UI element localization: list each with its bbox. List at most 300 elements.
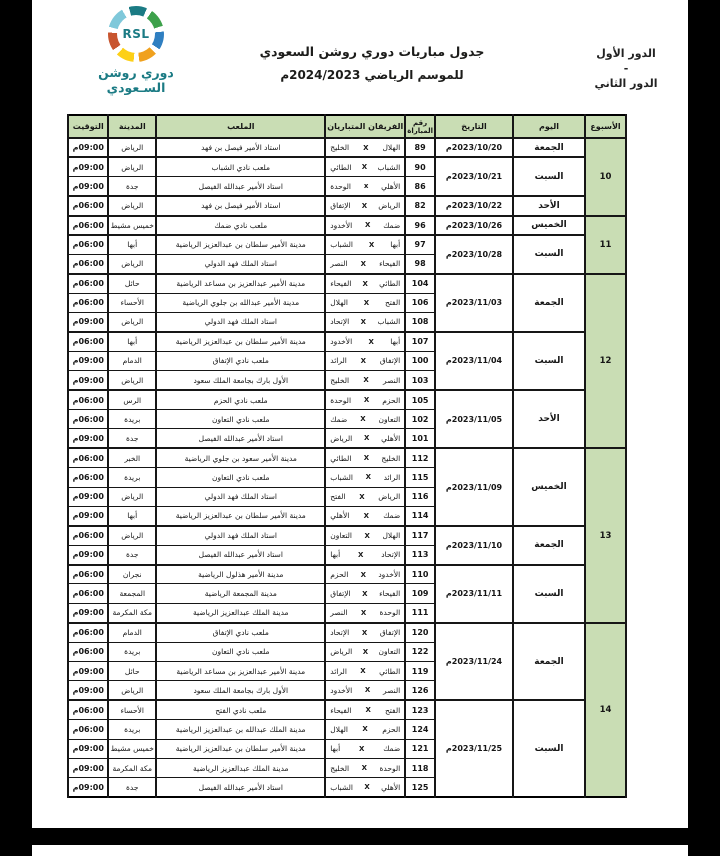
stadium-cell: مدينة الأمير سعود بن جلوي الرياضية xyxy=(156,448,325,467)
time-cell: 06:00م xyxy=(68,332,108,351)
date-cell: 2023/10/20م xyxy=(435,138,513,157)
match-number-cell: 117 xyxy=(405,526,435,545)
vs-mark: X xyxy=(361,201,368,210)
away-team: الهلال xyxy=(330,298,349,308)
home-team: الهلال xyxy=(382,143,401,153)
day-cell: الجمعة xyxy=(513,138,585,157)
match-number-cell: 98 xyxy=(405,254,435,273)
day-cell: السبت xyxy=(513,157,585,196)
time-cell: 09:00م xyxy=(68,429,108,448)
teams-cell xyxy=(325,157,405,176)
away-team: الأخدود xyxy=(330,685,353,695)
stadium-cell: مدينة الملك عبدالعزيز الرياضية xyxy=(156,603,325,622)
home-team: الحزم xyxy=(382,724,401,734)
stadium-cell: مدينة الملك عبدالعزيز الرياضية xyxy=(156,759,325,778)
away-team: أبها xyxy=(330,744,341,754)
teams-cell xyxy=(325,274,405,293)
stadium-cell: ملعب نادي ضمك xyxy=(156,216,325,235)
stadium-cell: مدينة الأمير سلطان بن عبدالعزيز الرياضية xyxy=(156,235,325,254)
match-number-cell: 104 xyxy=(405,274,435,293)
document-page xyxy=(32,0,688,828)
teams-cell xyxy=(325,506,405,525)
city-cell: الرياض xyxy=(108,138,156,157)
away-team: الشباب xyxy=(330,782,353,792)
city-cell: الدمام xyxy=(108,351,156,370)
day-cell: الجمعة xyxy=(513,623,585,701)
away-team: الأخدود xyxy=(330,337,353,347)
teams-cell xyxy=(325,468,405,487)
day-cell: الأحد xyxy=(513,196,585,215)
city-cell: الرياض xyxy=(108,196,156,215)
time-cell: 06:00م xyxy=(68,720,108,739)
home-team: ضمك xyxy=(383,744,401,754)
vs-mark: X xyxy=(368,337,374,346)
stadium-cell: مدينة الأمير عبدالعزيز بن مساعد الرياضية xyxy=(156,662,325,681)
date-cell: 2023/10/21م xyxy=(435,157,513,196)
day-cell: الأحد xyxy=(513,390,585,448)
time-cell: 06:00م xyxy=(68,584,108,603)
stadium-cell: ملعب نادي التعاون xyxy=(156,642,325,661)
date-cell: 2023/11/04م xyxy=(435,332,513,390)
city-cell: مكة المكرمة xyxy=(108,603,156,622)
away-team: الرائد xyxy=(330,356,347,366)
vs-mark: X xyxy=(360,356,367,365)
stadium-cell: الأول بارك بجامعة الملك سعود xyxy=(156,681,325,700)
teams-cell xyxy=(325,526,405,545)
teams-cell xyxy=(325,371,405,390)
home-team: الطائي xyxy=(379,666,401,676)
match-number-cell: 89 xyxy=(405,138,435,157)
home-team: الإتفاق xyxy=(379,356,401,366)
schedule-table-body xyxy=(68,138,626,797)
rounds-dash: - xyxy=(623,62,629,75)
time-cell: 09:00م xyxy=(68,177,108,196)
vs-mark: X xyxy=(358,550,364,559)
day-cell: السبت xyxy=(513,235,585,274)
vs-mark: X xyxy=(364,783,370,792)
rsl-logo-center xyxy=(117,15,155,53)
match-row xyxy=(68,700,626,719)
time-cell: 06:00م xyxy=(68,448,108,467)
away-team: الأخدود xyxy=(330,220,353,230)
city-cell: أبها xyxy=(108,332,156,351)
away-team: ضمك xyxy=(330,414,348,424)
day-cell: الخميس xyxy=(513,448,585,526)
vs-mark: X xyxy=(363,298,370,307)
city-cell: نجران xyxy=(108,565,156,584)
city-cell: الخبر xyxy=(108,448,156,467)
stadium-cell: استاد الأمير عبدالله الفيصل xyxy=(156,429,325,448)
vs-mark: X xyxy=(363,143,369,152)
time-cell: 06:00م xyxy=(68,409,108,428)
title-line1: جدول مباريات دوري روشن السعودي xyxy=(259,44,485,59)
match-number-cell: 90 xyxy=(405,157,435,176)
teams-cell xyxy=(325,545,405,564)
away-team: الوحدة xyxy=(330,181,352,191)
vs-mark: X xyxy=(363,454,370,463)
date-cell: 2023/11/11م xyxy=(435,565,513,623)
away-team: الرياض xyxy=(330,647,353,657)
match-number-cell: 103 xyxy=(405,371,435,390)
vs-mark: X xyxy=(360,570,366,579)
stadium-cell: ملعب نادي الشباب xyxy=(156,157,325,176)
time-cell: 09:00م xyxy=(68,351,108,370)
city-cell: المجمعة xyxy=(108,584,156,603)
vs-mark: X xyxy=(364,686,371,695)
home-team: التعاون xyxy=(378,647,401,657)
time-cell: 09:00م xyxy=(68,506,108,525)
home-team: الأهلي xyxy=(381,433,401,443)
away-team: النصر xyxy=(330,259,348,269)
time-cell: 09:00م xyxy=(68,681,108,700)
home-team: التعاون xyxy=(378,414,401,424)
match-row xyxy=(68,448,626,467)
away-team: الشباب xyxy=(330,472,353,482)
vs-mark: X xyxy=(360,415,366,424)
teams-cell xyxy=(325,196,405,215)
time-cell: 09:00م xyxy=(68,313,108,332)
time-cell: 06:00م xyxy=(68,254,108,273)
home-team: الأهلي xyxy=(381,782,401,792)
stadium-cell: مدينة الأمير سلطان بن عبدالعزيز الرياضية xyxy=(156,739,325,758)
stadium-cell: ملعب نادي التعاون xyxy=(156,409,325,428)
time-cell: 09:00م xyxy=(68,545,108,564)
match-number-cell: 112 xyxy=(405,448,435,467)
match-number-cell: 121 xyxy=(405,739,435,758)
city-cell: خميس مشيط xyxy=(108,216,156,235)
teams-cell xyxy=(325,759,405,778)
time-cell: 06:00م xyxy=(68,623,108,642)
teams-cell xyxy=(325,623,405,642)
time-cell: 06:00م xyxy=(68,700,108,719)
vs-mark: X xyxy=(364,221,371,230)
city-cell: الرياض xyxy=(108,313,156,332)
time-cell: 06:00م xyxy=(68,235,108,254)
match-number-cell: 122 xyxy=(405,642,435,661)
vs-mark: X xyxy=(364,531,370,540)
teams-cell xyxy=(325,138,405,157)
day-cell: السبت xyxy=(513,332,585,390)
match-row xyxy=(68,526,626,545)
stadium-cell: استاد الأمير فيصل بن فهد xyxy=(156,138,325,157)
home-team: الشباب xyxy=(377,162,401,172)
vs-mark: X xyxy=(359,492,365,501)
stadium-cell: استاد الملك فهد الدولي xyxy=(156,254,325,273)
teams-cell xyxy=(325,720,405,739)
home-team: الأهلي xyxy=(381,181,401,191)
table-header-row xyxy=(68,115,626,138)
teams-cell xyxy=(325,642,405,661)
match-row xyxy=(68,274,626,293)
column-header: رقم المباراة xyxy=(405,115,435,138)
time-cell: 06:00م xyxy=(68,274,108,293)
city-cell: الدمام xyxy=(108,623,156,642)
match-number-cell: 113 xyxy=(405,545,435,564)
match-row xyxy=(68,138,626,157)
away-team: الخليج xyxy=(330,375,350,385)
away-team: الشباب xyxy=(330,240,353,250)
away-team: الرياض xyxy=(330,433,353,443)
match-row xyxy=(68,623,626,642)
stadium-cell: ملعب نادي التعاون xyxy=(156,468,325,487)
city-cell: الرياض xyxy=(108,487,156,506)
city-cell: جدة xyxy=(108,429,156,448)
city-cell: الرس xyxy=(108,390,156,409)
city-cell: جدة xyxy=(108,778,156,797)
stadium-cell: استاد الأمير عبدالله الفيصل xyxy=(156,177,325,196)
column-header: الأسبوع xyxy=(585,115,626,138)
stadium-cell: استاد الملك فهد الدولي xyxy=(156,487,325,506)
city-cell: أبها xyxy=(108,235,156,254)
vs-mark: X xyxy=(361,628,368,637)
teams-cell xyxy=(325,584,405,603)
home-team: ضمك xyxy=(383,220,401,230)
vs-mark: X xyxy=(362,279,368,288)
column-header: الفريقان المتباريان xyxy=(325,115,405,138)
time-cell: 06:00م xyxy=(68,293,108,312)
city-cell: حائل xyxy=(108,274,156,293)
time-cell: 09:00م xyxy=(68,157,108,176)
match-number-cell: 106 xyxy=(405,293,435,312)
time-cell: 09:00م xyxy=(68,138,108,157)
city-cell: الرياض xyxy=(108,157,156,176)
match-number-cell: 108 xyxy=(405,313,435,332)
home-team: النصر xyxy=(382,685,401,695)
match-number-cell: 109 xyxy=(405,584,435,603)
teams-cell xyxy=(325,177,405,196)
teams-cell xyxy=(325,448,405,467)
away-team: الطائي xyxy=(330,162,352,172)
teams-cell xyxy=(325,332,405,351)
vs-mark: X xyxy=(362,647,369,656)
column-header: الملعب xyxy=(156,115,325,138)
stadium-cell: استاد الأمير فيصل بن فهد xyxy=(156,196,325,215)
column-header: التاريخ xyxy=(435,115,513,138)
vs-mark: X xyxy=(358,744,365,753)
home-team: الفتح xyxy=(384,705,401,715)
home-team: الشباب xyxy=(377,317,401,327)
match-number-cell: 107 xyxy=(405,332,435,351)
stadium-cell: مدينة الأمير سلطان بن عبدالعزيز الرياضية xyxy=(156,506,325,525)
city-cell: بريدة xyxy=(108,720,156,739)
match-number-cell: 118 xyxy=(405,759,435,778)
city-cell: أبها xyxy=(108,506,156,525)
home-team: الأخدود xyxy=(378,570,401,580)
city-cell: جدة xyxy=(108,177,156,196)
day-cell: السبت xyxy=(513,700,585,797)
away-team: الأهلي xyxy=(330,511,350,521)
match-number-cell: 86 xyxy=(405,177,435,196)
match-number-cell: 97 xyxy=(405,235,435,254)
match-number-cell: 125 xyxy=(405,778,435,797)
teams-cell xyxy=(325,778,405,797)
vs-mark: x xyxy=(363,182,369,191)
city-cell: حائل xyxy=(108,662,156,681)
city-cell: بريدة xyxy=(108,468,156,487)
day-cell: الجمعة xyxy=(513,274,585,332)
vs-mark: X xyxy=(363,511,369,520)
away-team: الإتفاق xyxy=(330,201,351,211)
city-cell: الرياض xyxy=(108,681,156,700)
stadium-cell: ملعب نادي الإتفاق xyxy=(156,351,325,370)
document-title xyxy=(192,44,552,82)
teams-cell xyxy=(325,603,405,622)
city-cell: بريدة xyxy=(108,642,156,661)
city-cell: الرياض xyxy=(108,526,156,545)
match-number-cell: 110 xyxy=(405,565,435,584)
match-row xyxy=(68,332,626,351)
away-team: الفيحاء xyxy=(330,705,352,715)
city-cell: خميس مشيط xyxy=(108,739,156,758)
time-cell: 09:00م xyxy=(68,778,108,797)
teams-cell xyxy=(325,216,405,235)
date-cell: 2023/11/10م xyxy=(435,526,513,565)
stadium-cell: مدينة الأمير سلطان بن عبدالعزيز الرياضية xyxy=(156,332,325,351)
teams-cell xyxy=(325,565,405,584)
match-number-cell: 123 xyxy=(405,700,435,719)
home-team: ضمك xyxy=(383,511,401,521)
home-team: الوحدة xyxy=(379,763,401,773)
vs-mark: X xyxy=(368,240,375,249)
day-cell: الخميس xyxy=(513,216,585,235)
match-number-cell: 126 xyxy=(405,681,435,700)
home-team: الحزم xyxy=(382,395,401,405)
stadium-cell: ملعب نادي الفتح xyxy=(156,700,325,719)
teams-cell xyxy=(325,681,405,700)
rsl-logo-emblem-icon xyxy=(108,6,164,62)
stadium-cell: مدينة الملك عبدالله بن عبدالعزيز الرياضية xyxy=(156,720,325,739)
match-number-cell: 114 xyxy=(405,506,435,525)
match-number-cell: 119 xyxy=(405,662,435,681)
stadium-cell: الأول بارك بجامعة الملك سعود xyxy=(156,371,325,390)
teams-cell xyxy=(325,235,405,254)
city-cell: الرياض xyxy=(108,371,156,390)
home-team: الرياض xyxy=(378,201,401,211)
stadium-cell: استاد الأمير عبدالله الفيصل xyxy=(156,545,325,564)
stadium-cell: استاد الملك فهد الدولي xyxy=(156,526,325,545)
schedule-table xyxy=(67,114,627,798)
vs-mark: X xyxy=(363,396,370,405)
date-cell: 2023/11/25م xyxy=(435,700,513,797)
city-cell: الأحساء xyxy=(108,700,156,719)
match-row xyxy=(68,216,626,235)
time-cell: 06:00م xyxy=(68,216,108,235)
date-cell: 2023/11/09م xyxy=(435,448,513,526)
city-cell: مكة المكرمة xyxy=(108,759,156,778)
stadium-cell: ملعب نادي الحزم xyxy=(156,390,325,409)
home-team: الخليج xyxy=(381,453,401,463)
match-number-cell: 115 xyxy=(405,468,435,487)
next-page-edge xyxy=(32,845,688,856)
vs-mark: X xyxy=(362,725,368,734)
match-number-cell: 116 xyxy=(405,487,435,506)
week-cell: 10 xyxy=(585,138,626,216)
date-cell: 2023/10/28م xyxy=(435,235,513,274)
time-cell: 06:00م xyxy=(68,526,108,545)
home-team: الفتح xyxy=(384,298,401,308)
away-team: أبها xyxy=(330,550,341,560)
teams-cell xyxy=(325,351,405,370)
match-number-cell: 102 xyxy=(405,409,435,428)
rounds-label xyxy=(580,46,672,91)
away-team: الوحدة xyxy=(330,395,352,405)
home-team: أبها xyxy=(390,337,401,347)
away-team: الخليج xyxy=(330,763,350,773)
league-name-line2: السـعودي xyxy=(106,80,166,95)
away-team: الإتحاد xyxy=(330,628,350,638)
match-row xyxy=(68,157,626,176)
match-row xyxy=(68,235,626,254)
home-team: أبها xyxy=(390,240,401,250)
teams-cell xyxy=(325,293,405,312)
week-cell: 11 xyxy=(585,216,626,274)
vs-mark: X xyxy=(361,764,367,773)
home-team: الرائد xyxy=(383,472,401,482)
teams-cell xyxy=(325,429,405,448)
vs-mark: X xyxy=(363,434,370,443)
time-cell: 06:00م xyxy=(68,196,108,215)
stadium-cell: مدينة المجمعة الرياضية xyxy=(156,584,325,603)
time-cell: 09:00م xyxy=(68,603,108,622)
stadium-cell: استاد الأمير عبدالله الفيصل xyxy=(156,778,325,797)
week-cell: 13 xyxy=(585,448,626,623)
home-team: الطائي xyxy=(379,279,401,289)
city-cell: بريدة xyxy=(108,409,156,428)
match-number-cell: 101 xyxy=(405,429,435,448)
match-row xyxy=(68,565,626,584)
match-number-cell: 120 xyxy=(405,623,435,642)
teams-cell xyxy=(325,390,405,409)
time-cell: 06:00م xyxy=(68,390,108,409)
home-team: الفيحاء xyxy=(379,259,401,269)
stadium-cell: استاد الملك فهد الدولي xyxy=(156,313,325,332)
vs-mark: X xyxy=(360,317,367,326)
rsl-logo xyxy=(88,6,184,95)
column-header: اليوم xyxy=(513,115,585,138)
round-first-label: الدور الأول xyxy=(596,47,656,60)
date-cell: 2023/10/26م xyxy=(435,216,513,235)
column-header: المدينة xyxy=(108,115,156,138)
away-team: الفيحاء xyxy=(330,279,352,289)
away-team: الخليج xyxy=(330,143,350,153)
date-cell: 2023/11/03م xyxy=(435,274,513,332)
home-team: الإتحاد xyxy=(381,550,401,560)
home-team: النصر xyxy=(382,375,401,385)
time-cell: 06:00م xyxy=(68,565,108,584)
vs-mark: X xyxy=(360,608,367,617)
vs-mark: X xyxy=(365,706,371,715)
away-team: الفتح xyxy=(330,492,346,502)
away-team: الإتفاق xyxy=(330,589,351,599)
home-team: الرياض xyxy=(378,492,401,502)
time-cell: 09:00م xyxy=(68,487,108,506)
away-team: الإتحاد xyxy=(330,317,350,327)
away-team: التعاون xyxy=(330,531,352,541)
teams-cell xyxy=(325,700,405,719)
teams-cell xyxy=(325,409,405,428)
teams-cell xyxy=(325,662,405,681)
home-team: الإتفاق xyxy=(379,628,401,638)
vs-mark: X xyxy=(360,259,367,268)
home-team: الوحدة xyxy=(379,608,401,618)
vs-mark: X xyxy=(361,163,368,172)
vs-mark: X xyxy=(365,473,371,482)
away-team: الطائي xyxy=(330,453,352,463)
away-team: النصر xyxy=(330,608,348,618)
time-cell: 06:00م xyxy=(68,642,108,661)
match-number-cell: 105 xyxy=(405,390,435,409)
match-number-cell: 82 xyxy=(405,196,435,215)
